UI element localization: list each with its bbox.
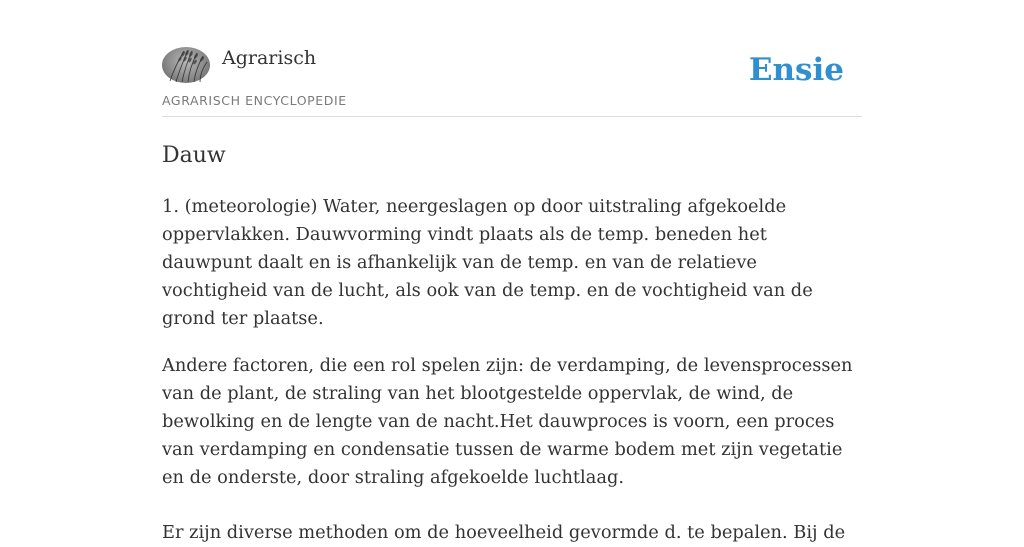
source-name[interactable]: Agrarisch (222, 47, 317, 69)
article-title: Dauw (162, 143, 226, 168)
article-paragraph: Andere factoren, die een rol spelen zijn: de verdamping, de levensprocessen van de plant, de straling van het blootgestelde oppervlak, de wind, de bewolking en de lengte van de nacht.Het dauwproces is voorn, een proces van verdamping en condensatie tussen de warme bodem met zijn vegetatie en de onderste, door straling afgekoelde luchtlaag. (162, 355, 853, 488)
brand-logo-link[interactable]: Ensie (748, 52, 844, 88)
article-paragraph: 1. (meteorologie) Water, neergeslagen op door uitstraling afgekoelde oppervlakken. Dauwvorming vindt plaats als de temp. beneden het dauwpunt daalt en is afhankelijk van de temp. en van de relatieve vochtigheid van de lucht, als ook van de temp. en de vochtigheid van de grond ter plaatse. (162, 196, 813, 329)
content-column (162, 0, 862, 547)
article-paragraph: Er zijn diverse methoden om de hoeveelheid gevormde d. te bepalen. Bij de (162, 522, 846, 543)
wheat-illustration (162, 47, 210, 83)
source-subtitle: AGRARISCH ENCYCLOPEDIE (162, 93, 347, 108)
wheat-icon[interactable] (162, 47, 210, 83)
header (162, 0, 862, 117)
